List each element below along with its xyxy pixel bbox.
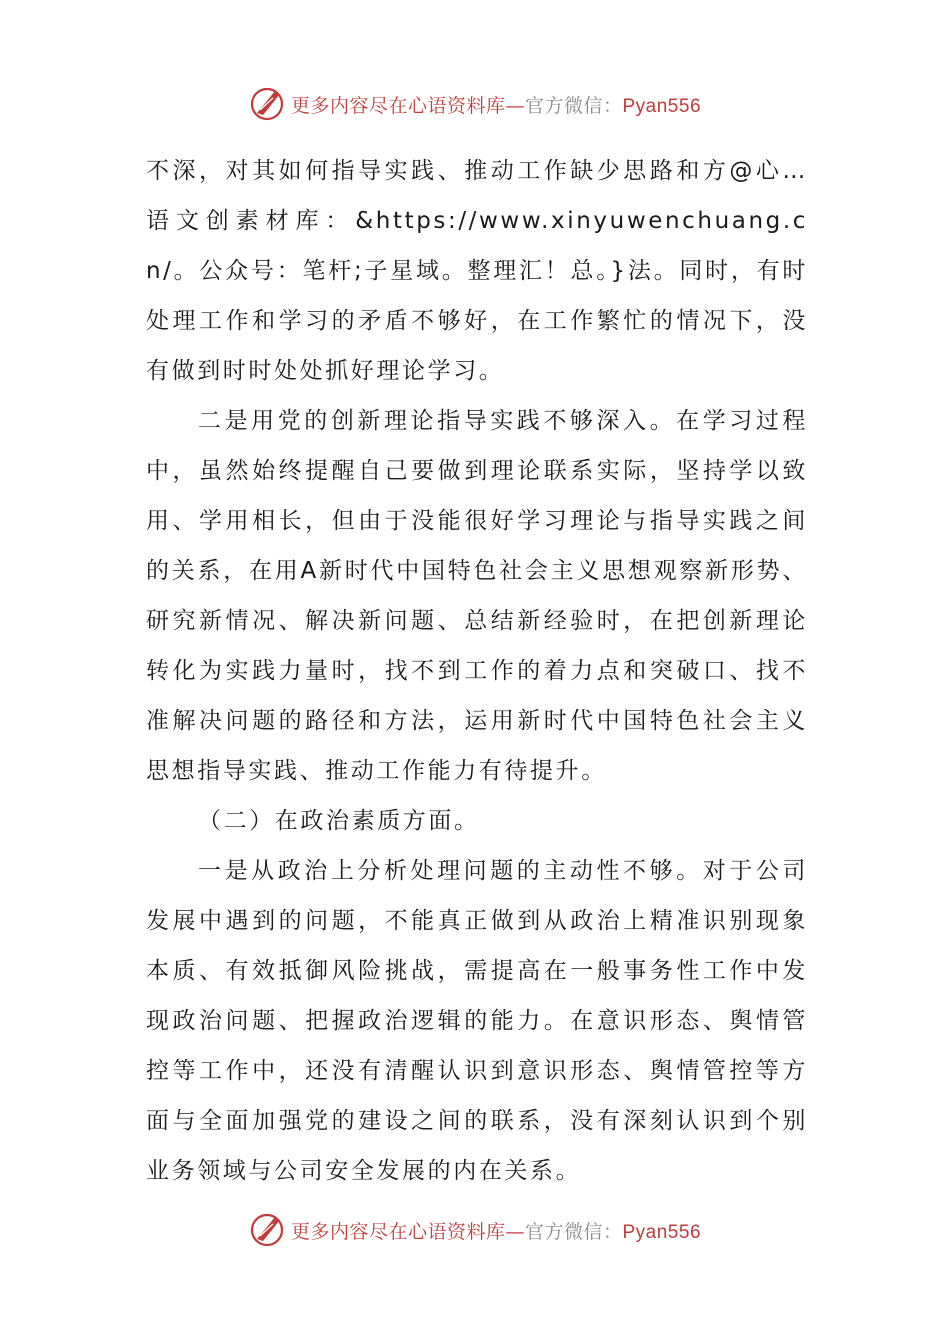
pen-nib-logo-icon bbox=[249, 86, 285, 122]
document-body bbox=[146, 146, 808, 1196]
footer-banner bbox=[0, 1210, 950, 1250]
footer-wechat-id: Pyan556 bbox=[622, 1221, 702, 1243]
header-brand: 更多内容尽在心语资料库 bbox=[290, 94, 506, 117]
header-banner bbox=[0, 84, 950, 124]
pen-nib-logo-icon bbox=[249, 1212, 285, 1248]
footer-official: 官方微信： bbox=[524, 1220, 623, 1243]
paragraph-1: 不深，对其如何指导实践、推动工作缺少思路和方@心…语文创素材库：&https://www.xinyuwenchuang.cn/。公众号：笔杆;子星域。整理汇！总。}法。同时，有时处理工作和学习的矛盾不够好，在工作繁忙的情况下，没有做到时时处处抓好理论学习。 bbox=[146, 158, 808, 384]
paragraph-2: 二是用党的创新理论指导实践不够深入。在学习过程中，虽然始终提醒自己要做到理论联系实际，坚持学以致用、学用相长，但由于没能很好学习理论与指导实践之间的关系，在用A新时代中国特色社会主义思想观察新形势、研究新情况、解决新问题、总结新经验时，在把创新理论转化为实践力量时，找不到工作的着力点和突破口、找不准解决问题的路径和方法，运用新时代中国特色社会主义思想指导实践、推动工作能力有待提升。 bbox=[146, 408, 808, 784]
header-dash: — bbox=[505, 94, 525, 117]
footer-brand: 更多内容尽在心语资料库 bbox=[290, 1220, 506, 1243]
section-heading-2: （二）在政治素质方面。 bbox=[198, 808, 480, 834]
footer-banner-text bbox=[291, 1217, 701, 1244]
header-official: 官方微信： bbox=[524, 94, 623, 117]
footer-dash: — bbox=[505, 1220, 525, 1243]
header-wechat-id: Pyan556 bbox=[622, 95, 702, 117]
header-banner-text bbox=[291, 91, 701, 118]
paragraph-3: 一是从政治上分析处理问题的主动性不够。对于公司发展中遇到的问题，不能真正做到从政治上精准识别现象本质、有效抵御风险挑战，需提高在一般事务性工作中发现政治问题、把握政治逻辑的能力。在意识形态、舆情管控等工作中，还没有清醒认识到意识形态、舆情管控等方面与全面加强党的建设之间的联系，没有深刻认识到个别业务领域与公司安全发展的内在关系。 bbox=[146, 858, 808, 1184]
